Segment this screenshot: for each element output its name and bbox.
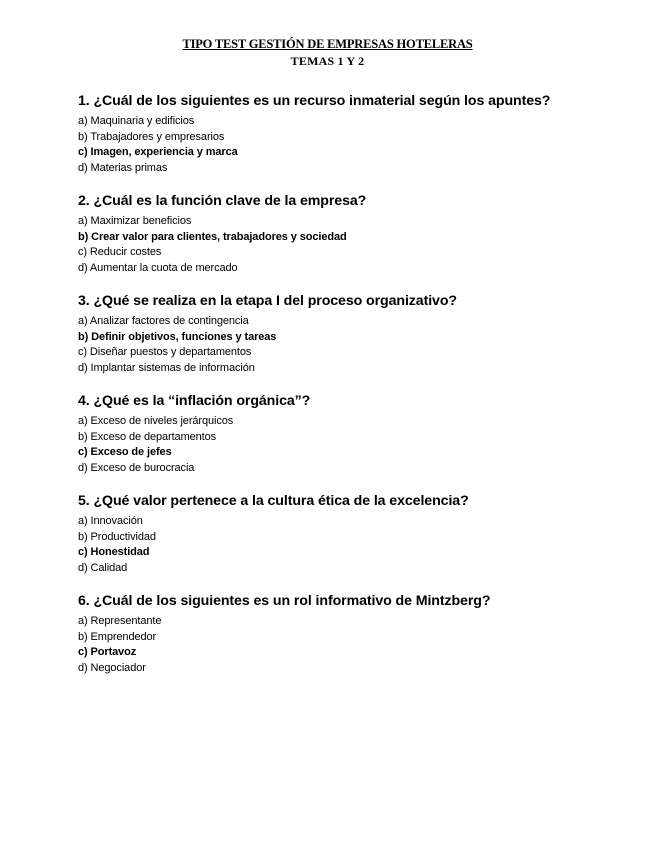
option-a: a) Exceso de niveles jerárquicos <box>78 415 234 427</box>
option-list <box>78 514 618 576</box>
option-c: c) Honestidad <box>78 546 150 558</box>
option-c: c) Reducir costes <box>78 246 162 258</box>
question-1 <box>78 92 618 192</box>
document-title: TIPO TEST GESTIÓN DE EMPRESAS HOTELERAS <box>182 37 473 51</box>
question-6 <box>78 592 618 692</box>
option-c: c) Exceso de jefes <box>78 446 172 458</box>
option-c: c) Imagen, experiencia y marca <box>78 146 238 158</box>
document-header <box>0 37 655 68</box>
option-d: d) Exceso de burocracia <box>78 461 195 474</box>
question-text: 2. ¿Cuál es la función clave de la empresa? <box>78 193 367 209</box>
option-a: a) Maquinaria y edificios <box>78 115 195 127</box>
option-b: b) Crear valor para clientes, trabajadores y sociedad <box>78 230 347 243</box>
option-c: c) Portavoz <box>78 646 137 658</box>
option-d: d) Materias primas <box>78 161 168 174</box>
option-list <box>78 214 618 276</box>
option-a: a) Representante <box>78 615 162 627</box>
question-2 <box>78 192 618 292</box>
option-list <box>78 314 618 376</box>
option-d: d) Aumentar la cuota de mercado <box>78 261 238 274</box>
option-a: a) Innovación <box>78 515 143 527</box>
option-b: b) Productividad <box>78 530 156 543</box>
option-d: d) Implantar sistemas de información <box>78 361 255 374</box>
option-a: a) Analizar factores de contingencia <box>78 315 249 327</box>
question-list <box>78 92 618 692</box>
question-text: 4. ¿Qué es la “inflación orgánica”? <box>78 393 311 409</box>
option-b: b) Definir objetivos, funciones y tareas <box>78 330 277 343</box>
option-c: c) Diseñar puestos y departamentos <box>78 346 252 358</box>
option-d: d) Calidad <box>78 561 128 574</box>
question-5 <box>78 492 618 592</box>
option-b: b) Exceso de departamentos <box>78 430 217 443</box>
option-list <box>78 414 618 476</box>
option-d: d) Negociador <box>78 661 146 674</box>
option-list <box>78 614 618 676</box>
option-a: a) Maximizar beneficios <box>78 215 192 227</box>
option-b: b) Trabajadores y empresarios <box>78 130 225 143</box>
document-subtitle: TEMAS 1 Y 2 <box>290 54 365 68</box>
question-4 <box>78 392 618 492</box>
option-list <box>78 114 618 176</box>
question-text: 3. ¿Qué se realiza en la etapa I del proceso organizativo? <box>78 293 457 309</box>
question-3 <box>78 292 618 392</box>
question-text: 5. ¿Qué valor pertenece a la cultura ética de la excelencia? <box>78 493 469 509</box>
option-b: b) Emprendedor <box>78 630 157 643</box>
question-text: 6. ¿Cuál de los siguientes es un rol informativo de Mintzberg? <box>78 593 491 609</box>
question-text: 1. ¿Cuál de los siguientes es un recurso inmaterial según los apuntes? <box>78 93 551 109</box>
